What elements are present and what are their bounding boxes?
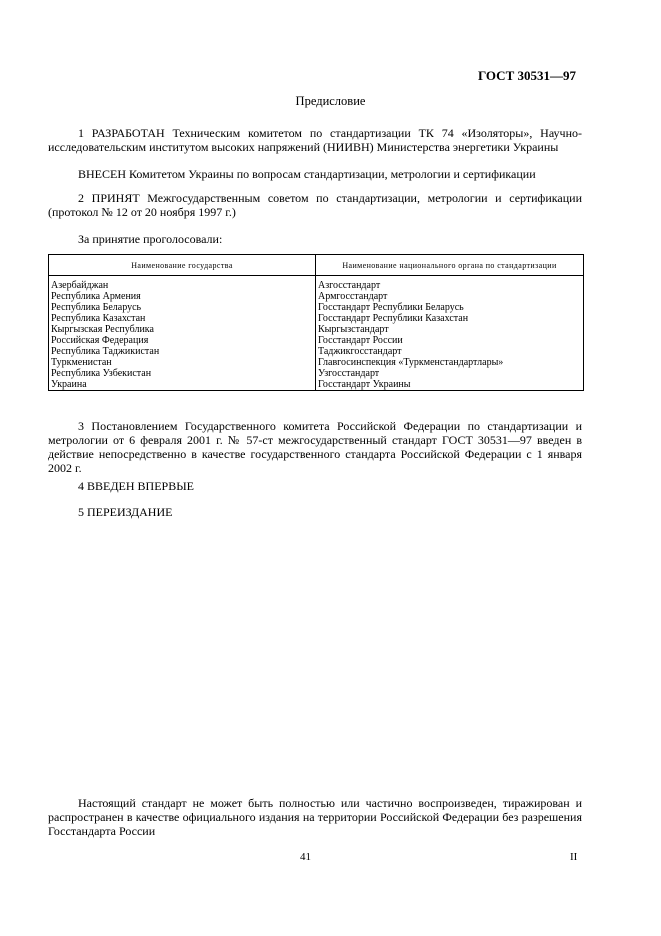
paragraph-adopted-by: 2 ПРИНЯТ Межгосударственным советом по стандартизации, метрологии и сертификации (протокол № 12 от 20 ноября 1997 г.) <box>48 191 582 219</box>
state-cell: Украина <box>49 379 316 391</box>
table-row <box>49 313 584 324</box>
table-header-state: Наименование государства <box>49 255 316 276</box>
page-number: 41 <box>300 851 311 863</box>
paragraph-developed-by: 1 РАЗРАБОТАН Техническим комитетом по стандартизации ТК 74 «Изоляторы», Научно-исследовательским институтом высоких напряжений (НИИВН) Министерства энергетики Украины <box>48 126 582 154</box>
body-cell: Азгосстандарт <box>316 276 584 292</box>
body-cell: Узгосстандарт <box>316 368 584 379</box>
body-cell: Госстандарт Украины <box>316 379 584 391</box>
voting-table <box>48 254 584 391</box>
state-cell: Республика Таджикистан <box>49 346 316 357</box>
paragraph-reissue: 5 ПЕРЕИЗДАНИЕ <box>78 505 173 519</box>
body-cell: Таджикгосстандарт <box>316 346 584 357</box>
body-cell: Госстандарт России <box>316 335 584 346</box>
table-row <box>49 335 584 346</box>
table-row <box>49 324 584 335</box>
state-cell: Туркменистан <box>49 357 316 368</box>
state-cell: Республика Беларусь <box>49 302 316 313</box>
roman-page-number: II <box>570 851 578 863</box>
table-row <box>49 302 584 313</box>
state-cell: Республика Узбекистан <box>49 368 316 379</box>
paragraph-introduced-by: ВНЕСЕН Комитетом Украины по вопросам стандартизации, метрологии и сертификации <box>78 167 536 181</box>
paragraph-introduced-first: 4 ВВЕДЕН ВПЕРВЫЕ <box>78 479 194 493</box>
body-cell: Армгосстандарт <box>316 291 584 302</box>
table-row <box>49 379 584 391</box>
table-row <box>49 357 584 368</box>
document-code: ГОСТ 30531—97 <box>477 68 576 83</box>
table-row <box>49 291 584 302</box>
body-cell: Главгосинспекция «Туркменстандартлары» <box>316 357 584 368</box>
state-cell: Республика Казахстан <box>49 313 316 324</box>
paragraph-resolution: 3 Постановлением Государственного комитета Российской Федерации по стандартизации и метрологии от 6 февраля 2001 г. № 57-ст межгосударственный стандарт ГОСТ 30531—97 введен в действие непосредственно в качестве государственного стандарта Российской Федерации с 1 января 2002 г. <box>48 419 582 475</box>
body-cell: Госстандарт Республики Казахстан <box>316 313 584 324</box>
state-cell: Республика Армения <box>49 291 316 302</box>
page-title: Предисловие <box>295 94 366 108</box>
table-row <box>49 276 584 292</box>
table-header-body: Наименование национального органа по стандартизации <box>316 255 584 276</box>
state-cell: Кыргызская Республика <box>49 324 316 335</box>
copyright-note: Настоящий стандарт не может быть полностью или частично воспроизведен, тиражирован и распространен в качестве официального издания на территории Российской Федерации без разрешения Госстандарта России <box>48 796 582 838</box>
state-cell: Российская Федерация <box>49 335 316 346</box>
body-cell: Кыргызстандарт <box>316 324 584 335</box>
state-cell: Азербайджан <box>49 276 316 292</box>
table-row <box>49 368 584 379</box>
vote-label: За принятие проголосовали: <box>78 232 223 246</box>
table-row <box>49 346 584 357</box>
body-cell: Госстандарт Республики Беларусь <box>316 302 584 313</box>
